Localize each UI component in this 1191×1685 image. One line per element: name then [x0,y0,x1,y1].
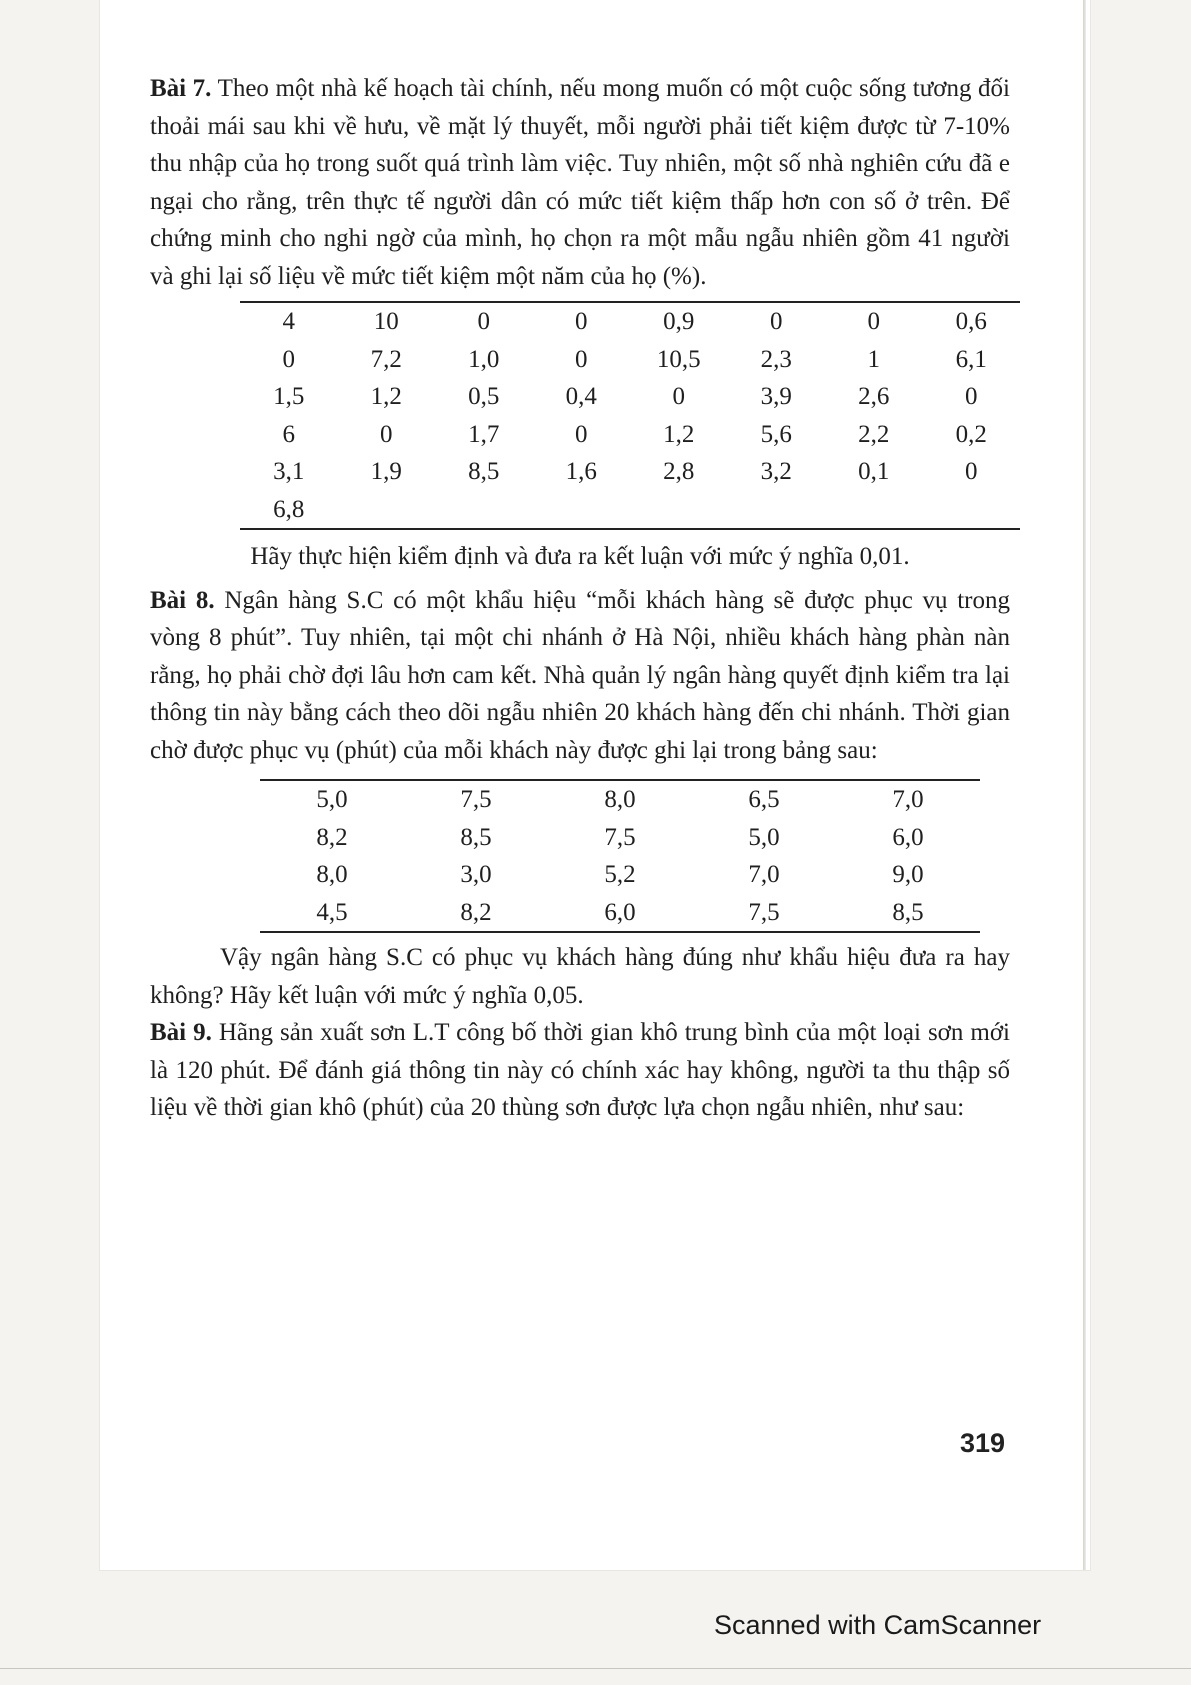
bai7-cell: 6,8 [273,495,305,523]
bai7-cell: 1 [867,345,880,373]
bai8-cell: 8,2 [316,823,348,851]
bai7-cell: 0 [575,308,588,335]
bai7-cell: 0 [282,345,295,373]
bai8-cell: 8,5 [460,823,492,851]
bai7-cell: 1,5 [273,383,305,410]
bai8-cell: 6,0 [604,898,636,926]
bai8-row [260,894,980,933]
bai7-cell: 1,2 [370,383,402,410]
bai8-cell: 4,5 [316,898,348,926]
bai7-cell: 0,4 [565,383,597,410]
page-number: 319 [960,1428,1006,1458]
bai7-row [240,453,1020,491]
page-edge [1083,0,1086,1570]
bai8-cell: 5,0 [316,786,348,813]
bai7-cell: 8,5 [468,458,500,485]
bai7-cell: 5,6 [760,420,792,448]
bai7-cell [630,491,728,530]
bai7-row [240,378,1020,416]
bai7-cell: 6,1 [955,345,987,373]
bai7-cell: 1,7 [468,420,500,448]
bai7-row [240,416,1020,454]
bai7-question: Hãy thực hiện kiểm định và đưa ra kết luận với mức ý nghĩa 0,01. [250,543,910,570]
bai7-text: Theo một nhà kế hoạch tài chính, nếu mong muốn có một cuộc sống tương đối thoải mái sau khi về hưu, về mặt lý thuyết, mỗi người phải tiết kiệm được từ 7-10% thu nhập của họ trong suốt quá trình làm việc. Tuy nhiên, một số nhà nghiên cứu đã e ngại cho rằng, trên thực tế người dân có mức tiết kiệm thấp hơn con số ở trên. Để chứng minh cho nghi ngờ của mình, họ chọn ra một mẫu ngẫu nhiên gồm 41 người và ghi lại số liệu về mức tiết kiệm một năm của họ (%). [150,75,1010,290]
bai7-cell [825,491,923,530]
bai7-cell: 0 [477,308,490,335]
bai8-cell: 7,0 [748,861,780,888]
bai7-cell: 1,0 [468,345,500,373]
bai8-cell: 9,0 [892,861,924,888]
bai8-cell: 6,5 [748,786,780,813]
scanner-watermark: Scanned with CamScanner [714,1610,1042,1640]
bai7-table [240,301,1020,530]
bai8-cell: 7,5 [604,823,636,851]
bai7-cell [923,491,1021,530]
bai8-question: Vậy ngân hàng S.C có phục vụ khách hàng đúng như khẩu hiệu đưa ra hay không? Hãy kết luận với mức ý nghĩa 0,05. [150,944,1010,1009]
bai7-cell [338,491,436,530]
bai8-cell: 7,5 [748,898,780,926]
bai7-cell: 2,2 [858,420,890,448]
bai7-cell: 0 [575,345,588,373]
bai7-row [240,491,1020,530]
bai9-paragraph [150,1014,1010,1127]
bai8-cell: 5,2 [604,861,636,888]
bai7-cell: 7,2 [370,345,402,373]
bai8-cell: 8,0 [604,786,636,813]
bai7-cell: 10,5 [656,345,701,373]
bai8-cell: 7,0 [892,786,924,813]
bai7-cell: 0 [575,420,588,448]
bai7-cell: 2,3 [760,345,792,373]
bai7-cell: 0 [672,383,685,410]
bai9-text: Hãng sản xuất sơn L.T công bố thời gian khô trung bình của một loại sơn mới là 120 phút. Để đánh giá thông tin này có chính xác hay không, người ta thu thập số liệu về thời gian khô (phút) của 20 thùng sơn được lựa chọn ngẫu nhiên, như sau: [150,1019,1010,1121]
bai7-cell: 1,6 [565,458,597,485]
bai8-text: Ngân hàng S.C có một khẩu hiệu “mỗi khách hàng sẽ được phục vụ trong vòng 8 phút”. Tuy nhiên, tại một chi nhánh ở Hà Nội, nhiều khách hàng phàn nàn rằng, họ phải chờ đợi lâu hơn cam kết. Nhà quản lý ngân hàng quyết định kiểm tra lại thông tin này bằng cách theo dõi ngẫu nhiên 20 khách hàng đến chi nhánh. Thời gian chờ được phục vụ (phút) của mỗi khách này được ghi lại trong bảng sau: [150,586,1011,764]
bai7-row [240,341,1020,379]
bai7-cell: 6 [282,420,295,448]
bai8-label: Bài 8. [150,586,215,614]
bai7-cell: 0 [770,308,783,335]
bai7-cell: 3,9 [760,383,792,410]
bai8-cell: 6,0 [892,823,924,851]
bai8-row [260,780,980,819]
bai7-cell: 0 [867,308,880,335]
bai8-table [260,779,980,933]
bai8-row [260,819,980,857]
bai7-cell [435,491,533,530]
bai7-cell [728,491,826,530]
bai8-paragraph [150,582,1010,770]
bai7-paragraph [150,70,1010,295]
bai7-cell: 1,9 [370,458,402,485]
bai7-cell: 0 [965,383,978,410]
bai7-cell: 4 [282,308,295,335]
bai8-cell: 8,5 [892,898,924,926]
bai7-label: Bài 7. [150,75,212,102]
bai7-cell: 0,9 [663,308,695,335]
bai7-cell: 3,2 [760,458,792,485]
bai7-cell [533,491,631,530]
bai7-cell: 0,5 [468,383,500,410]
bai8-cell: 5,0 [748,823,780,851]
bai7-cell: 0,6 [955,308,987,335]
bai7-cell: 0 [965,458,978,485]
bai7-cell: 0,2 [955,420,987,448]
bai7-row [240,302,1020,341]
bai8-cell: 8,0 [316,861,348,888]
bai8-cell: 8,2 [460,898,492,926]
bai7-cell: 0 [380,420,393,448]
bai8-cell: 7,5 [460,786,492,813]
bai8-cell: 3,0 [460,861,492,888]
page-content [150,70,1010,1127]
bai8-row [260,856,980,894]
bottom-rule [0,1668,1191,1669]
bai7-cell: 0,1 [858,458,890,485]
bai7-cell: 10 [373,308,399,335]
bai7-cell: 2,6 [858,383,890,410]
bai7-cell: 1,2 [663,420,695,448]
bai7-cell: 3,1 [273,458,305,485]
bai7-cell: 2,8 [663,458,695,485]
bai9-label: Bài 9. [150,1019,212,1046]
